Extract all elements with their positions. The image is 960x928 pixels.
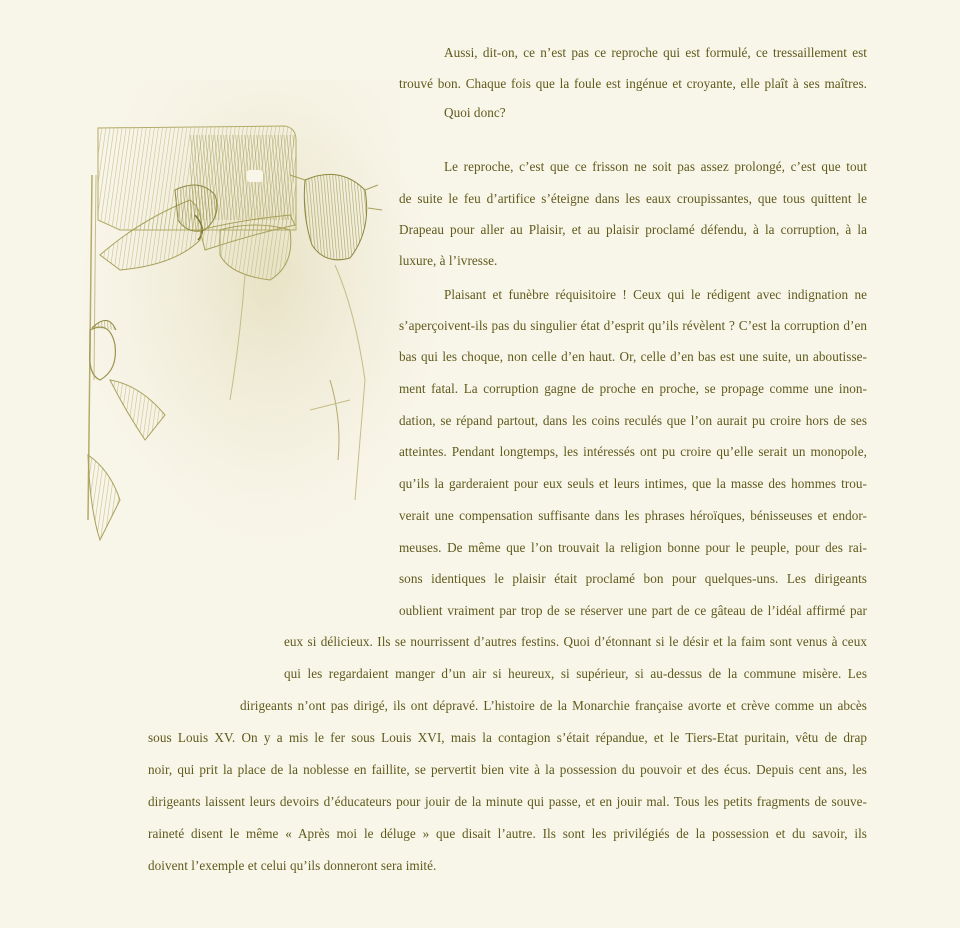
text-line: dation, se répand partout, dans les coins reculés que l’on aurait pu croire hors de ses — [399, 413, 867, 428]
text-line: qu’ils la garderaient pour eux seuls et leurs intimes, que la masse des hommes trou- — [399, 476, 867, 491]
text-line: raineté disent le même « Après moi le déluge » que disait l’autre. Ils sont les privilégiés de la possession et du savoir, ils — [148, 826, 867, 841]
text-line: ment fatal. La corruption gagne de proche en proche, se propage comme une inon- — [399, 381, 867, 396]
text-line: meuses. De même que l’on trouvait la religion bonne pour le peuple, pour des rai- — [399, 540, 867, 555]
text-line: s’aperçoivent-ils pas du singulier état d’esprit qu’ils révèlent ? C’est la corruption d’en — [399, 318, 867, 333]
lithograph-illustration — [80, 80, 400, 600]
text-line: bas qui les choque, non celle d’en haut. Or, celle d’en bas est une suite, un aboutisse- — [399, 349, 867, 364]
text-line: dirigeants n’ont pas dirigé, ils ont dépravé. L’histoire de la Monarchie française avorte et crève comme un abcès — [240, 698, 867, 713]
text-line: luxure, à l’ivresse. — [399, 253, 498, 268]
text-line: verait une compensation suffisante dans les phrases héroïques, bénisseuses et endor- — [399, 508, 867, 523]
text-line: Drapeau pour aller au Plaisir, et au plaisir proclamé défendu, à la corruption, à la — [399, 222, 867, 237]
text-line: sons identiques le plaisir était proclamé bon pour quelques-uns. Les dirigeants — [399, 571, 867, 586]
text-line: Aussi, dit-on, ce n’est pas ce reproche qui est formulé, ce tressaillement est — [444, 45, 867, 60]
text-line: doivent l’exemple et celui qu’ils donneront sera imité. — [148, 858, 437, 873]
text-line: de suite le feu d’artifice s’éteigne dans les eaux croupissantes, que tous quittent le — [399, 191, 867, 206]
text-line: Quoi donc? — [444, 105, 506, 120]
text-line: Le reproche, c’est que ce frisson ne soit pas assez prolongé, c’est que tout — [444, 159, 867, 174]
text-line: eux si délicieux. Ils se nourrissent d’autres festins. Quoi d’étonnant si le désir et la faim sont venus à ceux — [284, 634, 867, 649]
text-line: qui les regardaient manger d’un air si heureux, si supérieur, si au-dessus de la commune misère. Les — [284, 666, 867, 681]
text-line: noir, qui prit la place de la noblesse en faillite, se pervertit bien vite à la possession du pouvoir et des écus. Depuis cent ans, les — [148, 762, 867, 777]
text-line: sous Louis XV. On y a mis le fer sous Louis XVI, mais la contagion s’était répandue, et le Tiers-Etat puritain, vêtu de drap — [148, 730, 867, 745]
text-line: Plaisant et funèbre réquisitoire ! Ceux qui le rédigent avec indignation ne — [444, 287, 867, 302]
text-line: trouvé bon. Chaque fois que la foule est ingénue et croyante, elle plaît à ses maîtres. — [399, 76, 867, 91]
text-line: dirigeants laissent leurs devoirs d’éducateurs pour jouir de la minute qui passe, et en jouir mal. Tous les petits fragments de souve- — [148, 794, 867, 809]
text-line: atteintes. Pendant longtemps, les intéressés ont pu croire qu’elle serait un monopole, — [399, 444, 867, 459]
sketch-figures-icon — [80, 80, 400, 600]
text-line: oublient vraiment par trop de se réserver une part de ce gâteau de l’idéal affirmé par — [399, 603, 867, 618]
